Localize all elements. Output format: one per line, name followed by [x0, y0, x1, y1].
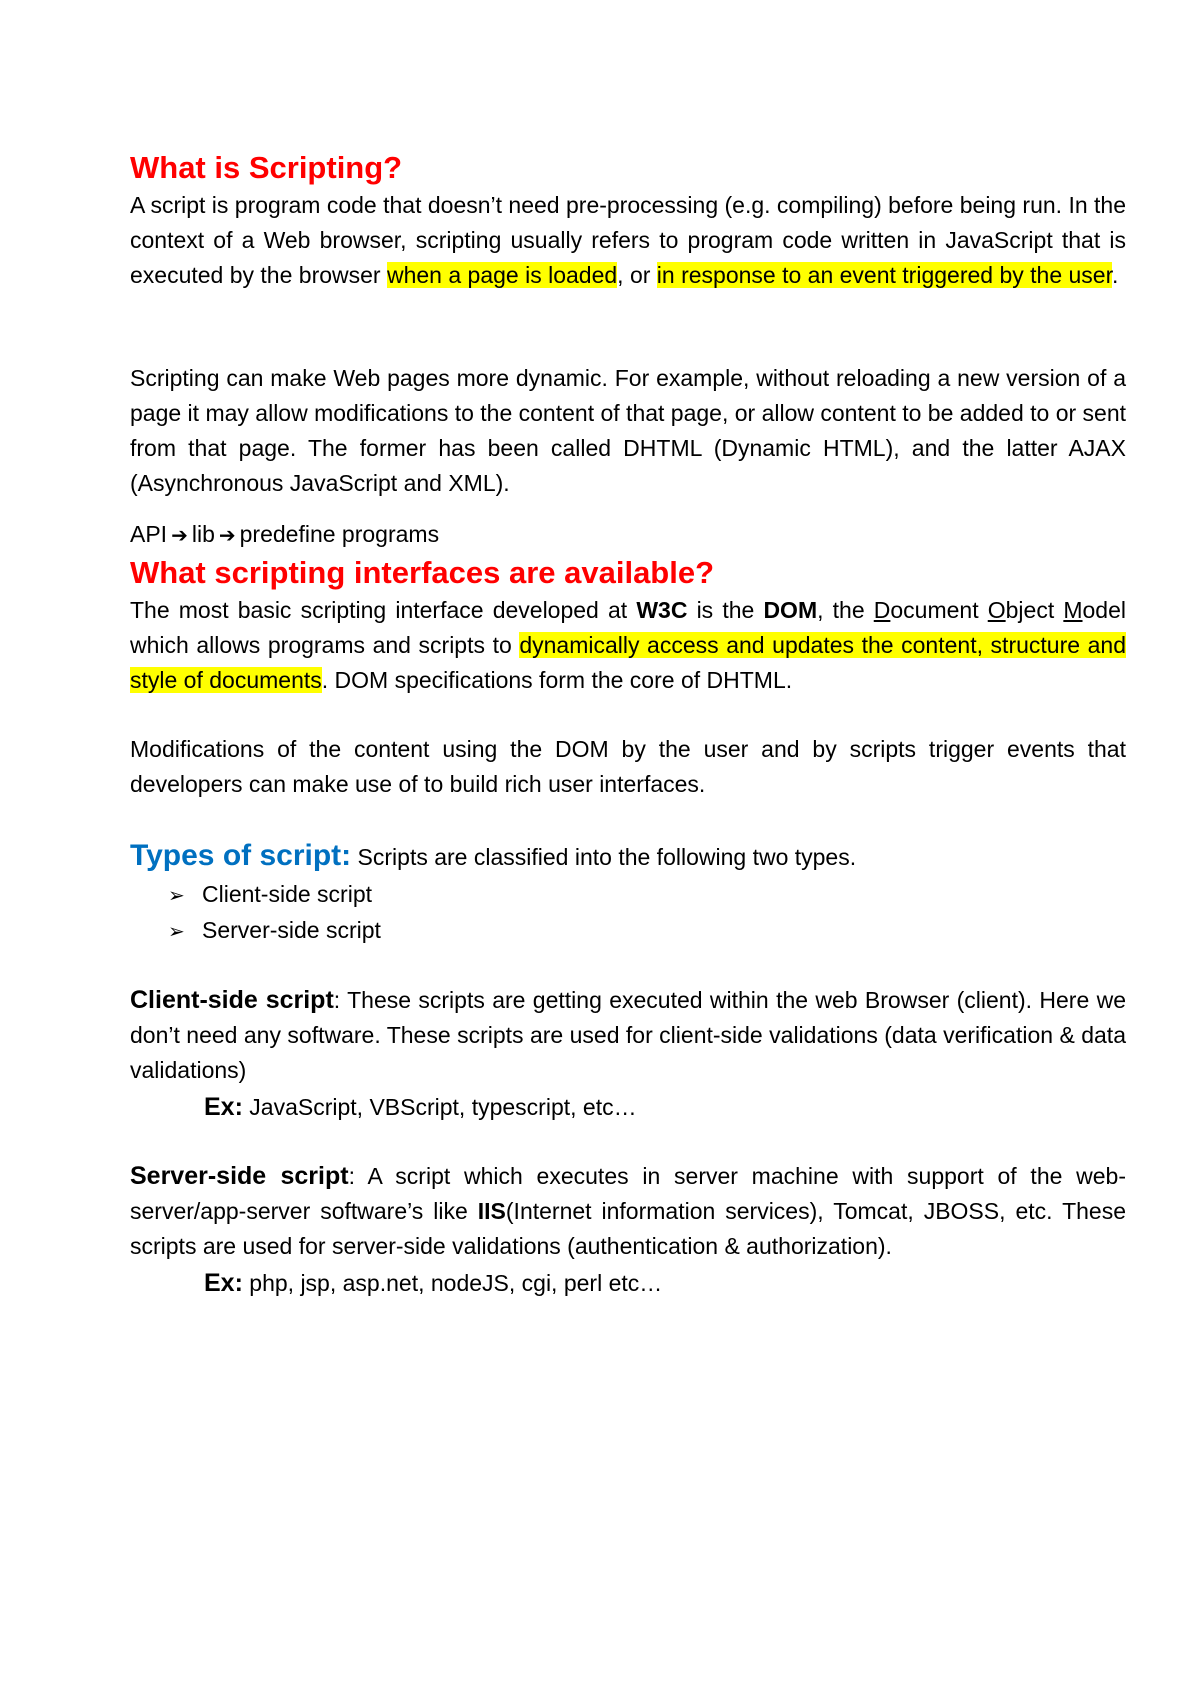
term-server-side: Server-side script: [130, 1162, 349, 1190]
text-fragment: :: [348, 1163, 355, 1189]
text-fragment: ocument: [890, 597, 988, 623]
text-fragment: bject: [1005, 597, 1064, 623]
paragraph-script-definition: [130, 188, 1126, 293]
arrowhead-bullet-icon: ➢: [168, 919, 185, 943]
dom-bold: DOM: [763, 597, 818, 623]
right-arrow-icon: ➔: [218, 523, 236, 547]
script-types-list: [130, 877, 1126, 949]
heading-what-is-scripting: What is Scripting?: [130, 150, 403, 185]
arrowhead-bullet-icon: ➢: [168, 883, 185, 907]
text-fragment: These scripts are getting executed within the web Browser (client). Here we don’t need any software. These scripts are used for client-side validations (data verification & data validations): [130, 987, 1127, 1083]
text-fragment: odel which allows programs and scripts to: [130, 597, 1126, 658]
ex-text: php, jsp, asp.net, nodeJS, cgi, perl etc…: [242, 1270, 663, 1296]
text-fragment: , or: [617, 262, 657, 288]
text-fragment: . DOM specifications form the core of DHTML.: [321, 667, 793, 693]
api-line: [130, 517, 1126, 553]
highlight-page-loaded: when a page is loaded: [386, 262, 618, 288]
paragraph-client-side: [130, 983, 1126, 1088]
list-item-label: Client-side script: [202, 881, 372, 907]
text-fragment: .: [1111, 262, 1119, 288]
predefine-text: predefine programs: [239, 521, 440, 547]
lib-text: lib: [191, 521, 215, 547]
text-fragment: A script which executes in server machine with support of the web-server/app-server software’s like: [130, 1163, 1127, 1224]
list-item-label: Server-side script: [202, 917, 381, 943]
paragraph-dom: [130, 593, 1126, 698]
text-fragment: (Internet information services), Tomcat, JBOSS, etc. These scripts are used for server-side validations (authentication & authorization).: [130, 1198, 1127, 1259]
term-client-side: Client-side script: [130, 986, 334, 1014]
list-item: [168, 913, 1126, 949]
heading-scripting-interfaces: What scripting interfaces are available?: [130, 555, 715, 590]
text-fragment: The most basic scripting interface developed at: [130, 597, 637, 623]
iis-bold: IIS: [477, 1198, 506, 1224]
api-text: API: [130, 521, 168, 547]
highlight-dom-access: dynamically access and updates the content, structure and style of documents: [130, 632, 1126, 693]
text-fragment: , the: [817, 597, 874, 623]
example-server-side: [130, 1266, 1126, 1301]
w3c-bold: W3C: [636, 597, 688, 623]
letter-o-underlined: O: [987, 597, 1006, 623]
types-line: [130, 836, 1126, 877]
list-item: [168, 877, 1126, 913]
paragraph-scripting-dynamic: Scripting can make Web pages more dynamic. For example, without reloading a new version of a page it may allow modifications to the content of that page, or allow content to be added to or sent from that page. The former has been called DHTML (Dynamic HTML), and the latter AJAX (Asynchronous JavaScript and XML).: [130, 365, 1127, 496]
text-fragment: A script is program code that doesn’t need pre-processing (e.g. compiling) before being run. In the context of a Web browser, scripting usually refers to program code written in JavaScript that is executed by the browser: [130, 192, 1126, 288]
text-fragment: :: [333, 987, 341, 1013]
right-arrow-icon: ➔: [171, 523, 188, 547]
letter-d-underlined: D: [873, 597, 891, 623]
ex-label: Ex:: [204, 1269, 243, 1297]
example-client-side: [130, 1090, 1126, 1125]
ex-text: JavaScript, VBScript, typescript, etc…: [242, 1094, 637, 1120]
paragraph-dom-events: Modifications of the content using the DOM by the user and by scripts trigger events that developers can make use of to build rich user interfaces.: [130, 736, 1126, 797]
ex-label: Ex:: [204, 1093, 243, 1121]
text-fragment: is the: [687, 597, 764, 623]
highlight-event-triggered: in response to an event triggered by the user: [656, 262, 1112, 288]
letter-m-underlined: M: [1063, 597, 1083, 623]
document-page: [130, 148, 1126, 1301]
heading-types-of-script: Types of script:: [130, 839, 352, 872]
types-intro: Scripts are classified into the following two types.: [351, 844, 857, 870]
paragraph-server-side: [130, 1159, 1126, 1264]
